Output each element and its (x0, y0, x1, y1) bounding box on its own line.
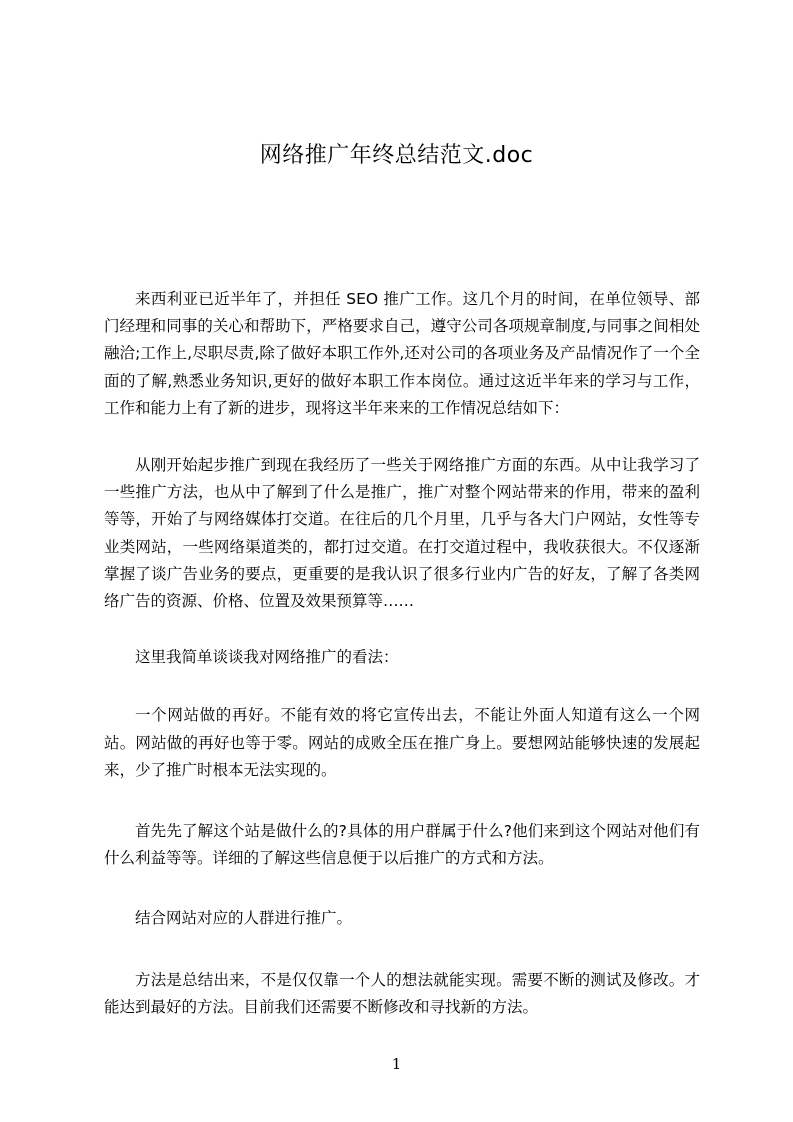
paragraph-target-audience: 结合网站对应的人群进行推广。 (135, 909, 353, 928)
paragraph-understand-site: 首先先了解这个站是做什么的?具体的用户群属于什么?他们来到这个网站对他们有什么利益等等。详细的了解这些信息便于以后推广的方式和方法。 (104, 822, 700, 868)
page-number: 1 (391, 1055, 402, 1073)
paragraph-methods: 方法是总结出来，不是仅仅靠一个人的想法就能实现。需要不断的测试及修改。才能达到最好的方法。目前我们还需要不断修改和寻找新的方法。 (104, 970, 700, 1016)
document-body (104, 286, 700, 1053)
paragraph-views-heading: 这里我简单谈谈我对网络推广的看法： (135, 648, 399, 667)
paragraph-intro: 来西利亚已近半年了，并担任 SEO 推广工作。这几个月的时间，在单位领导、部门经理和同事的关心和帮助下，严格要求自己，遵守公司各项规章制度,与同事之间相处融洽;工作上,尽职尽责,除了做好本职工作外,还对公司的各项业务及产品情况作了一个全面的了解,熟悉业务知识,更好的做好本职工作本岗位。通过这近半年来的学习与工作，工作和能力上有了新的进步，现将这半年来来的工作情况总结如下： (104, 290, 700, 417)
paragraph-experience: 从刚开始起步推广到现在我经历了一些关于网络推广方面的东西。从中让我学习了一些推广方法，也从中了解到了什么是推广，推广对整个网站带来的作用，带来的盈利等等，开始了与网络媒体打交道。在往后的几个月里，几乎与各大门户网站，女性等专业类网站，一些网络渠道类的，都打过交道。在打交道过程中，我收获很大。不仅逐渐掌握了谈广告业务的要点，更重要的是我认识了很多行业内广告的好友，了解了各类网络广告的资源、价格、位置及效果预算等…… (104, 456, 700, 611)
document-title: 网络推广年终总结范文.doc (259, 143, 534, 168)
paragraph-promotion-importance: 一个网站做的再好。不能有效的将它宣传出去，不能让外面人知道有这么一个网站。网站做的再好也等于零。网站的成败全压在推广身上。要想网站能够快速的发展起来，少了推广时根本无法实现的。 (104, 706, 700, 779)
